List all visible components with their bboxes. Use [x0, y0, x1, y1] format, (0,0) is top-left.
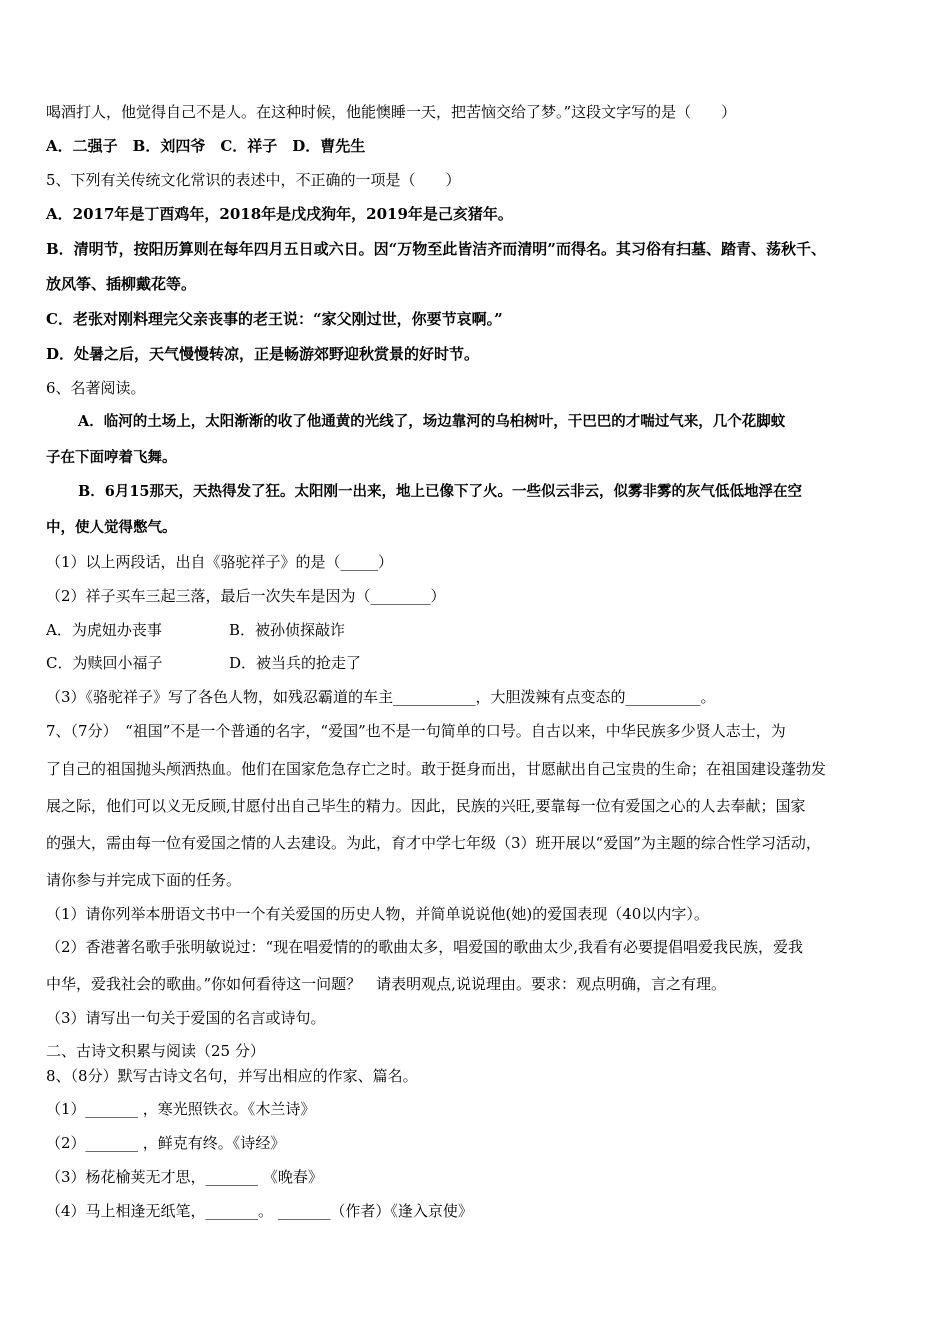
q6-sub3: （3）《骆驼祥子》写了各色人物，如残忍霸道的车主___________，大胆泼辣有点变态的__________。: [46, 688, 716, 706]
q6-option-d: D．被当兵的抢走了: [229, 654, 362, 672]
q7-stem-line4: 的强大，需由每一位有爱国之情的人去建设。为此，育才中学七年级（3）班开展以“爱国”为主题的综合性学习活动，: [46, 834, 821, 852]
q8-sub4: （4）马上相逢无纸笔，_______。 _______（作者）《逢入京使》: [46, 1202, 473, 1220]
q7-stem-line5: 请你参与并完成下面的任务。: [46, 871, 242, 889]
q7-sub1: （1）请你列举本册语文书中一个有关爱国的历史人物，并简单说说他(她)的爱国表现（40以内字）。: [46, 905, 709, 923]
q6-stem: 6、名著阅读。: [46, 379, 146, 397]
q6-option-a: A．为虎妞办丧事: [46, 621, 162, 639]
q4-text-tail: 喝酒打人，他觉得自己不是人。在这种时候，他能懊睡一天，把苦恼交给了梦。”这段文字写的是（ ）: [46, 103, 737, 121]
q5-option-c: C．老张对刚料理完父亲丧事的老王说：“家父刚过世，你要节哀啊。”: [46, 310, 503, 328]
q6-options-row2: [46, 653, 916, 673]
q8-sub3: （3）杨花榆荚无才思，_______ 《晚春》: [46, 1168, 323, 1186]
q8-sub1: （1）_______ ，寒光照铁衣。《木兰诗》: [46, 1100, 316, 1118]
q6-option-b: B．被孙侦探敲诈: [229, 621, 346, 639]
q6-passage-b-line2: 中，使人觉得憋气。: [46, 519, 177, 536]
q7-stem-line2: 了自己的祖国抛头颅洒热血。他们在国家危急存亡之时。敢于挺身而出，甘愿献出自己宝贵的生命；在祖国建设蓬勃发: [46, 760, 827, 778]
q7-stem-line1: 7、（7分） “祖国”不是一个普通的名字，“爱国”也不是一句简单的口号。自古以来，中华民族多少贤人志士，为: [46, 722, 786, 740]
q5-option-b-line1: B．清明节，按阳历算则在每年四月五日或六日。因“万物至此皆洁齐而清明”而得名。其习俗有扫墓、踏青、荡秋千、: [46, 240, 826, 258]
q6-passage-b-line1: B．6月15那天，天热得发了狂。太阳刚一出来，地上已像下了火。一些似云非云，似雾非雾的灰气低低地浮在空: [78, 483, 803, 500]
q5-option-b-line2: 放风筝、插柳戴花等。: [46, 275, 197, 293]
q6-option-c: C．为赎回小福子: [46, 654, 163, 672]
q7-sub2-line2: 中华，爱我社会的歌曲。”你如何看待这一问题？ 请表明观点,说说理由。要求：观点明确，言之有理。: [46, 975, 726, 993]
q6-sub1: （1）以上两段话，出自《骆驼祥子》的是（_____）: [46, 553, 394, 571]
q5-option-a: A．2017年是丁酉鸡年，2018年是戊戌狗年，2019年是己亥猪年。: [46, 205, 513, 223]
q7-sub3: （3）请写出一句关于爱国的名言或诗句。: [46, 1009, 326, 1027]
q6-sub2: （2）祥子买车三起三落，最后一次失车是因为（________）: [46, 587, 446, 605]
q5-option-d: D．处暑之后，天气慢慢转凉，正是畅游郊野迎秋赏景的好时节。: [46, 345, 480, 363]
q4-options: A．二强子 B．刘四爷 C．祥子 D．曹先生: [46, 137, 366, 155]
q8-stem: 8、（8分）默写古诗文名句，并写出相应的作家、篇名。: [46, 1067, 418, 1085]
q5-stem: 5、下列有关传统文化常识的表述中，不正确的一项是（ ）: [46, 171, 461, 189]
q7-sub2-line1: （2）香港著名歌手张明敏说过：“现在唱爱情的的歌曲太多，唱爱国的歌曲太少,我看有必要提倡唱爱我民族，爱我: [46, 938, 803, 956]
q6-passage-a-line2: 子在下面哼着飞舞。: [46, 449, 177, 466]
q6-options-row1: [46, 620, 916, 640]
q7-stem-line3: 展之际，他们可以义无反顾,甘愿付出自己毕生的精力。因此，民族的兴旺,要靠每一位有爱国之心的人去奉献；国家: [46, 797, 806, 815]
q8-sub2: （2）_______ ，鲜克有终。《诗经》: [46, 1134, 286, 1152]
q6-passage-a-line1: A．临河的土场上，太阳渐渐的收了他通黄的光线了，场边靠河的乌桕树叶，干巴巴的才喘过气来，几个花脚蚊: [78, 413, 786, 430]
section-2-heading: 二、古诗文积累与阅读（25 分）: [46, 1042, 265, 1060]
